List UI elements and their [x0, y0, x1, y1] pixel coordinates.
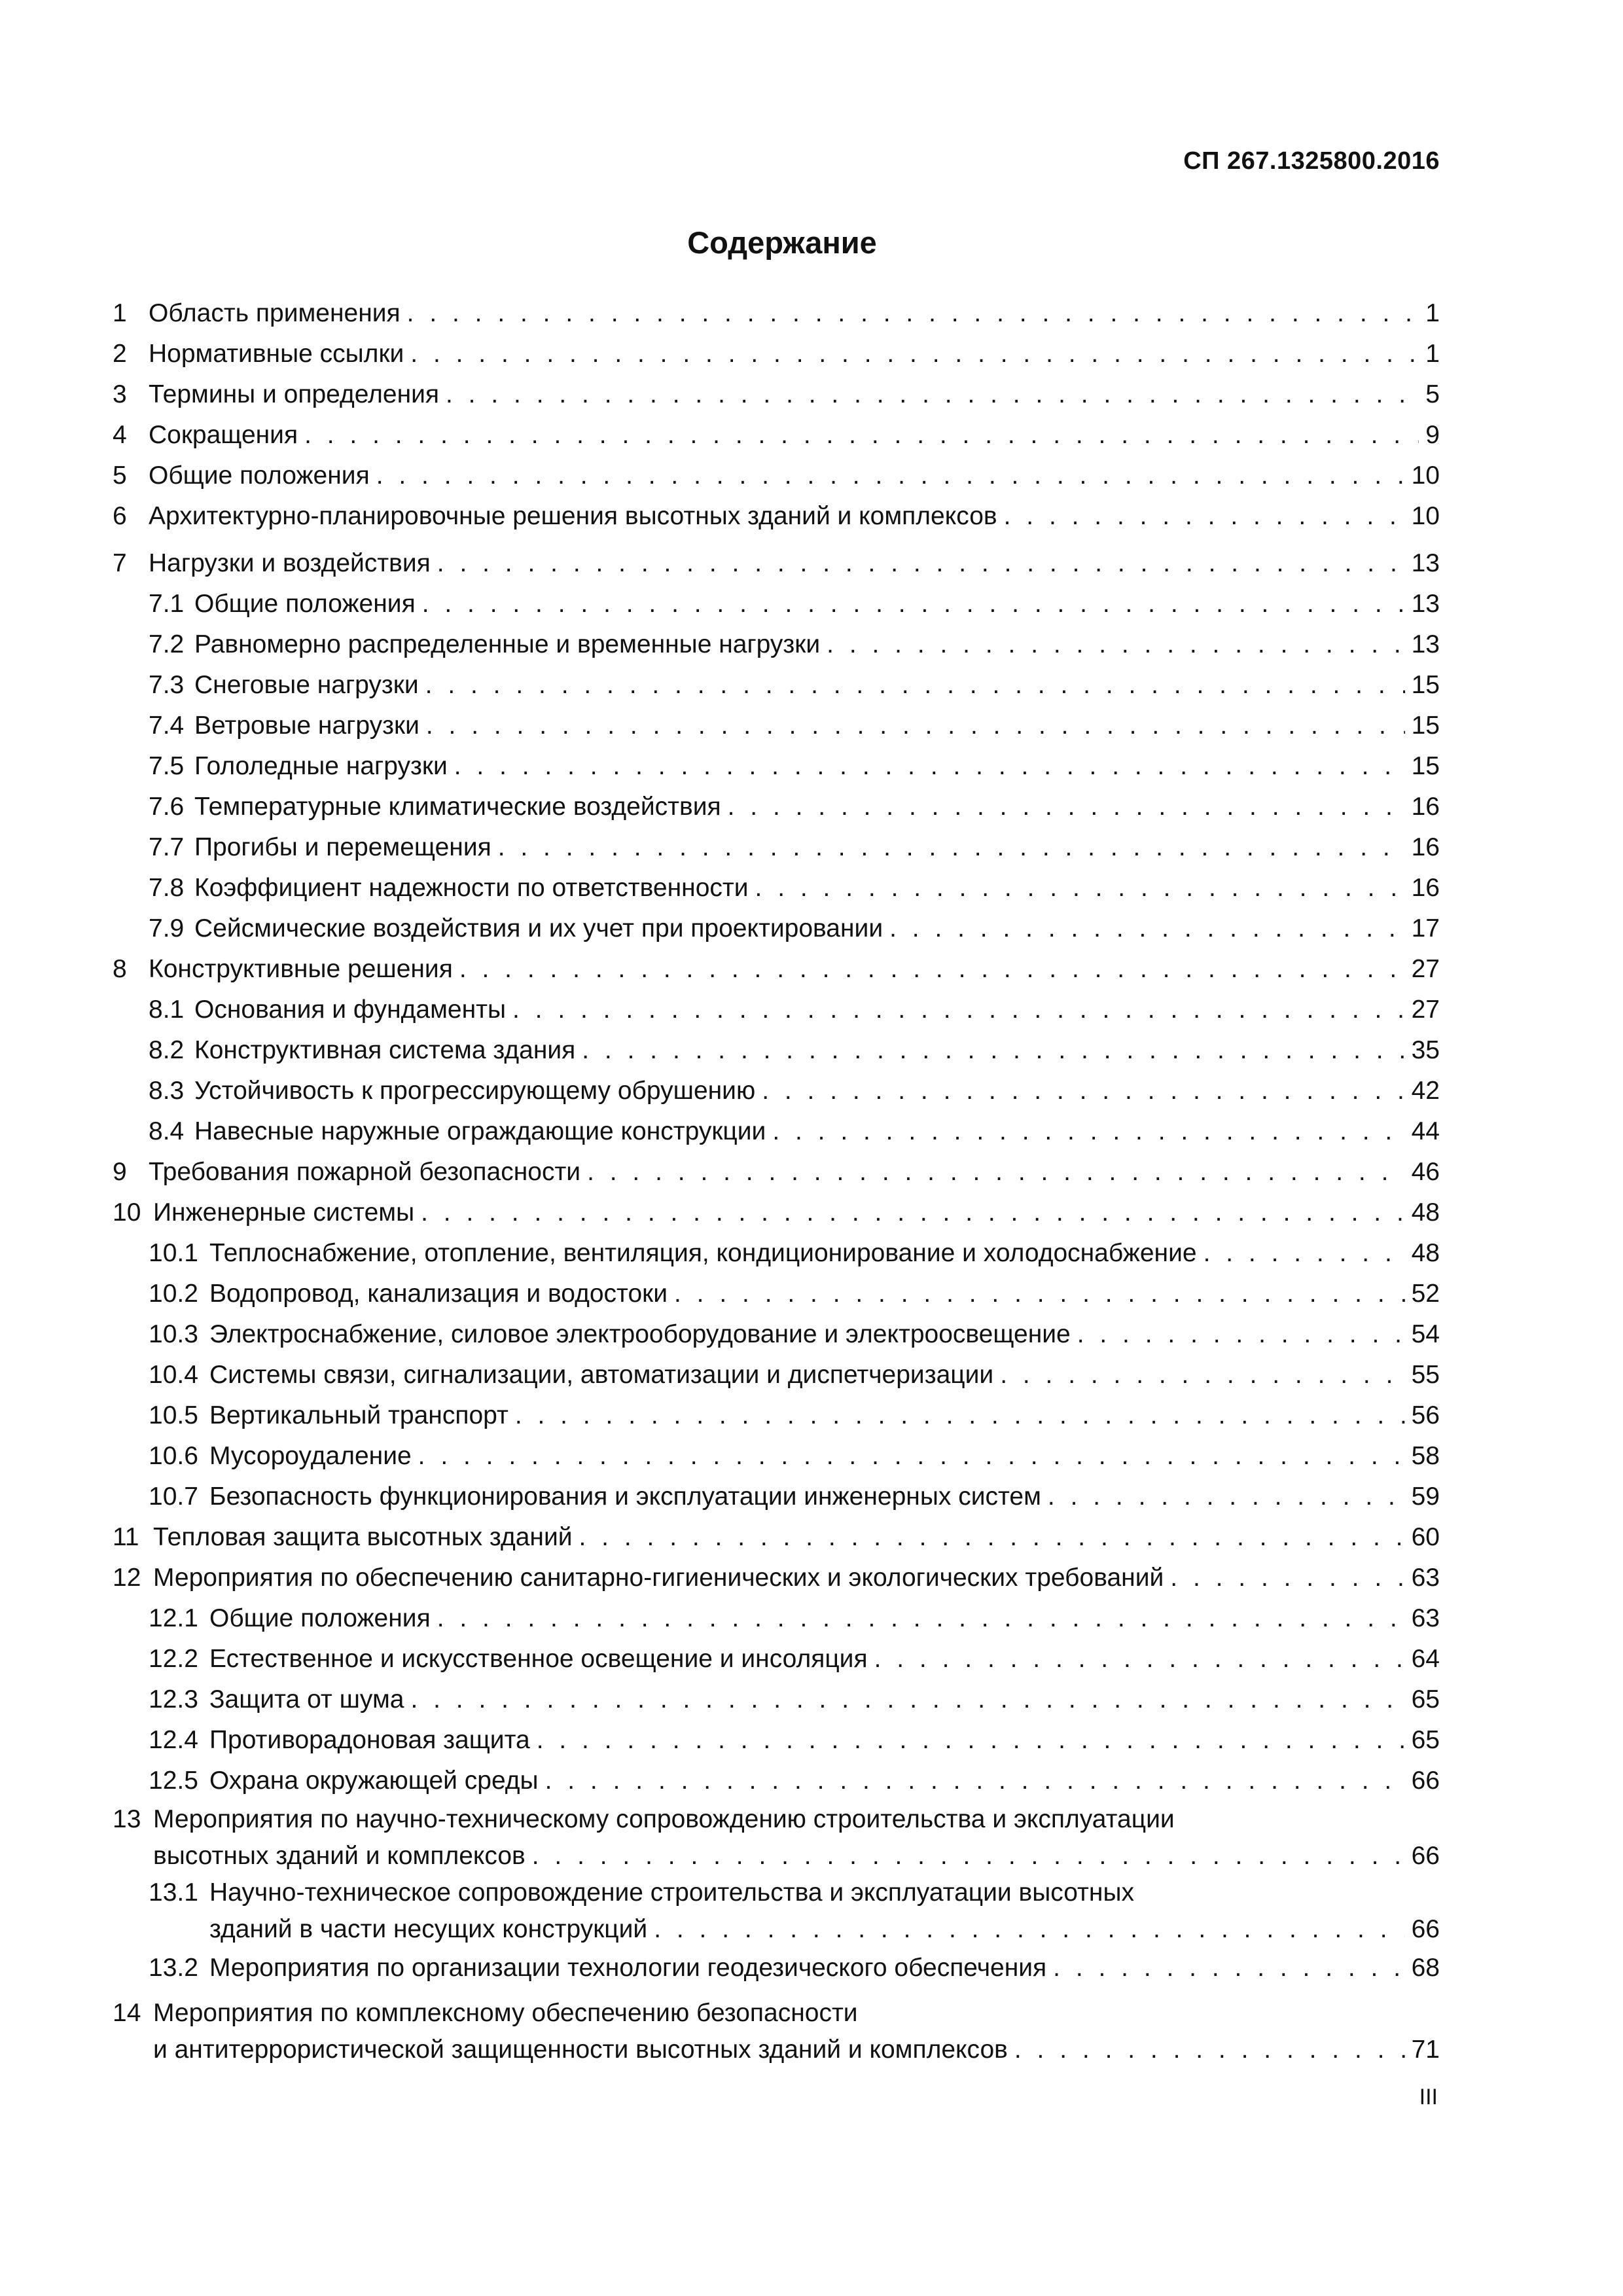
toc-entry-page: 58: [1411, 1442, 1440, 1470]
toc-entry[interactable]: [113, 293, 1440, 334]
toc-entry-title: Нормативные ссылки: [149, 340, 404, 368]
toc-entry-page: 68: [1411, 1954, 1440, 1982]
toc-entry-line: [149, 496, 1440, 537]
toc-entry-line: [209, 1761, 1440, 1801]
toc-entry-line: [194, 787, 1440, 827]
toc-entry-page: 66: [1411, 1767, 1440, 1795]
toc-entry-number: 9: [113, 1158, 127, 1186]
toc-entry-number: 7.8: [149, 874, 185, 902]
toc-entry-title: Естественное и искусственное освещение и инсоляция: [209, 1645, 868, 1673]
toc-entry-number: 13: [113, 1805, 141, 1833]
dot-leader: [425, 665, 1405, 706]
toc-entry-number: 12.4: [149, 1726, 198, 1754]
dot-leader: [454, 746, 1405, 787]
toc-entry-page: 59: [1411, 1482, 1440, 1511]
dot-leader: [537, 1720, 1405, 1761]
document-code: СП 267.1325800.2016: [1183, 147, 1440, 175]
toc-entry-number: 12.1: [149, 1604, 198, 1632]
toc-entry[interactable]: [113, 665, 1440, 706]
dot-leader: [1000, 1355, 1404, 1395]
toc-entry-line: [209, 1679, 1440, 1720]
dot-leader: [446, 374, 1419, 415]
toc-entry-line: [209, 1355, 1440, 1395]
toc-entry-title: Устойчивость к прогрессирующему обрушению: [194, 1077, 756, 1105]
toc-entry-title: Электроснабжение, силовое электрооборудование и электроосвещение: [209, 1320, 1071, 1348]
toc-entry-page: 48: [1411, 1239, 1440, 1267]
dot-leader: [587, 1152, 1405, 1193]
toc-entry[interactable]: [113, 1111, 1440, 1152]
toc-entry-title: Нагрузки и воздействия: [149, 549, 431, 577]
toc-entry-title: Вертикальный транспорт: [209, 1401, 508, 1429]
dot-leader: [762, 1071, 1404, 1111]
toc-entry-line: [194, 1030, 1440, 1071]
toc-entry-page: 71: [1411, 2036, 1440, 2064]
toc-entry-page: 65: [1411, 1726, 1440, 1754]
toc-entry-page: 9: [1425, 421, 1440, 449]
toc-entry-line: [209, 1436, 1440, 1477]
toc-entry-number: 8.3: [149, 1077, 185, 1105]
dot-leader: [407, 293, 1419, 334]
toc-entry-title-line1: Мероприятия по комплексному обеспечению безопасности: [153, 1999, 858, 2027]
toc-entry-line: [153, 2032, 1440, 2068]
dot-leader: [579, 1517, 1405, 1558]
toc-entry-number: 10: [113, 1198, 141, 1227]
toc-entry-title: Водопровод, канализация и водостоки: [209, 1280, 668, 1308]
toc-entry-line: [209, 1911, 1440, 1948]
toc-entry-line: [194, 746, 1440, 787]
toc-entry-page: 44: [1411, 1117, 1440, 1145]
toc-entry-title: Сокращения: [149, 421, 298, 449]
toc-entry-page: 66: [1411, 1842, 1440, 1870]
toc-entry[interactable]: [113, 1761, 1440, 1801]
toc-entry-page: 16: [1411, 833, 1440, 861]
toc-entry-title: Область применения: [149, 299, 401, 327]
toc-entry-page: 56: [1411, 1401, 1440, 1429]
toc-entry-number: 13.1: [149, 1878, 198, 1907]
toc-entry[interactable]: [113, 1193, 1440, 1233]
toc-entry-line: [149, 456, 1440, 496]
toc-entry-title: Охрана окружающей среды: [209, 1767, 539, 1795]
toc-entry-title: Инженерные системы: [153, 1198, 415, 1227]
toc-entry-page: 52: [1411, 1280, 1440, 1308]
toc-entry[interactable]: [113, 1477, 1440, 1517]
dot-leader: [728, 787, 1405, 827]
dot-leader: [421, 1193, 1405, 1233]
toc-entry-page: 15: [1411, 711, 1440, 740]
toc-entry-page: 10: [1411, 461, 1440, 490]
toc-entry-title: Температурные климатические воздействия: [194, 793, 721, 821]
toc-entry[interactable]: [113, 1720, 1440, 1761]
toc-entry[interactable]: [113, 1639, 1440, 1679]
toc-entry-page: 16: [1411, 874, 1440, 902]
toc-entry-title: Мероприятия по обеспечению санитарно-гигиенических и экологических требований: [153, 1564, 1164, 1592]
dot-leader: [1170, 1558, 1404, 1598]
dot-leader: [654, 1911, 1404, 1948]
toc-entry-page: 10: [1411, 502, 1440, 530]
dot-leader: [422, 584, 1405, 624]
dot-leader: [437, 543, 1405, 584]
toc-entry[interactable]: [113, 1355, 1440, 1395]
dot-leader: [827, 624, 1404, 665]
toc-entry[interactable]: [113, 990, 1440, 1030]
toc-entry-title: Тепловая защита высотных зданий: [153, 1523, 573, 1551]
dot-leader: [545, 1761, 1405, 1801]
toc-entry-number: 10.3: [149, 1320, 198, 1348]
toc-entry[interactable]: [113, 746, 1440, 787]
toc-entry[interactable]: [113, 1948, 1440, 1988]
toc-entry-title: Навесные наружные ограждающие конструкции: [194, 1117, 766, 1145]
toc-entry-title: Конструктивные решения: [149, 955, 453, 983]
toc-entry[interactable]: [113, 827, 1440, 868]
toc-entry-title-line1: Мероприятия по научно-техническому сопровождению строительства и эксплуатации: [153, 1805, 1175, 1833]
toc-entry-title: Теплоснабжение, отопление, вентиляция, кондиционирование и холодоснабжение: [209, 1239, 1197, 1267]
toc-entry-title: Мероприятия по организации технологии геодезического обеспечения: [209, 1954, 1047, 1982]
toc-entry-number: 7: [113, 549, 127, 577]
dot-leader: [1048, 1477, 1405, 1517]
toc-entry-title-line1: Научно-техническое сопровождение строительства и эксплуатации высотных: [209, 1878, 1134, 1907]
toc-entry-page: 35: [1411, 1036, 1440, 1064]
toc-entry-page: 13: [1411, 549, 1440, 577]
toc-entry[interactable]: [113, 1314, 1440, 1355]
toc-entry[interactable]: [113, 496, 1440, 537]
toc-entry[interactable]: [113, 1801, 1440, 1874]
page-title: Содержание: [687, 225, 877, 260]
toc-entry-line: [209, 1948, 1440, 1988]
toc-entry[interactable]: [113, 1598, 1440, 1639]
toc-entry-line: [149, 1152, 1440, 1193]
toc-entry-page: 63: [1411, 1604, 1440, 1632]
dot-leader: [532, 1838, 1405, 1874]
toc-entry-title: Прогибы и перемещения: [194, 833, 491, 861]
toc-entry-number: 10.7: [149, 1482, 198, 1511]
toc-entry[interactable]: [113, 706, 1440, 746]
toc-entry-number: 8.2: [149, 1036, 185, 1064]
toc-entry[interactable]: [113, 334, 1440, 374]
toc-entry-number: 7.3: [149, 671, 185, 699]
dot-leader: [755, 868, 1405, 908]
toc-entry[interactable]: [113, 787, 1440, 827]
toc-entry-page: 65: [1411, 1685, 1440, 1713]
dot-leader: [1053, 1948, 1404, 1988]
toc-entry-number: 8.1: [149, 996, 185, 1024]
toc-entry[interactable]: [113, 868, 1440, 908]
toc-entry-line: [153, 1193, 1440, 1233]
toc-entry-title: Основания и фундаменты: [194, 996, 506, 1024]
toc-entry[interactable]: [113, 1152, 1440, 1193]
toc-entry[interactable]: [113, 1679, 1440, 1720]
toc-entry-number: 7.2: [149, 630, 185, 658]
toc-entry-page: 1: [1425, 340, 1440, 368]
dot-leader: [1204, 1233, 1405, 1274]
toc-entry-number: 7.9: [149, 914, 185, 942]
toc-entry-line: [194, 1071, 1440, 1111]
toc-entry[interactable]: [113, 1517, 1440, 1558]
toc-entry-line: [194, 584, 1440, 624]
toc-entry[interactable]: [113, 1395, 1440, 1436]
toc-entry-line: [209, 1395, 1440, 1436]
toc-entry-line: [194, 1111, 1440, 1152]
toc-entry[interactable]: [113, 456, 1440, 496]
dot-leader: [376, 456, 1405, 496]
toc-entry-line: [209, 1274, 1440, 1314]
toc-entry-title: Термины и определения: [149, 380, 440, 408]
toc-entry-line: [149, 415, 1440, 456]
toc-entry-line: [194, 706, 1440, 746]
toc-entry-number: 7.1: [149, 590, 185, 618]
dot-leader: [512, 990, 1405, 1030]
toc-entry-line: [153, 1838, 1440, 1874]
dot-leader: [674, 1274, 1405, 1314]
toc-entry-page: 17: [1411, 914, 1440, 942]
dot-leader: [1004, 496, 1405, 537]
toc-entry-page: 64: [1411, 1645, 1440, 1673]
dot-leader: [889, 908, 1405, 949]
toc-entry-title: Общие положения: [194, 590, 416, 618]
page-number: III: [1419, 2085, 1438, 2109]
toc-entry[interactable]: [113, 584, 1440, 624]
toc-entry-number: 7.4: [149, 711, 185, 740]
toc-entry-title: Общие положения: [209, 1604, 431, 1632]
toc-entry[interactable]: [113, 1995, 1440, 2068]
dot-leader: [410, 1679, 1404, 1720]
toc-entry-line: [209, 1639, 1440, 1679]
toc-entry-number: 10.6: [149, 1442, 198, 1470]
dot-leader: [582, 1030, 1404, 1071]
toc-entry-line: [149, 543, 1440, 584]
toc-entry-line: [209, 1720, 1440, 1761]
toc-entry-line: [209, 1477, 1440, 1517]
toc-entry-line: [194, 908, 1440, 949]
toc-entry-title: Сейсмические воздействия и их учет при проектировании: [194, 914, 883, 942]
toc-entry-page: 13: [1411, 590, 1440, 618]
toc-entry-title: Требования пожарной безопасности: [149, 1158, 581, 1186]
toc-entry-title: Архитектурно-планировочные решения высотных зданий и комплексов: [149, 502, 997, 530]
toc-entry[interactable]: [113, 908, 1440, 949]
toc-entry-line: [149, 949, 1440, 990]
toc-entry-page: 27: [1411, 955, 1440, 983]
toc-entry-page: 48: [1411, 1198, 1440, 1227]
toc-entry-title: Системы связи, сигнализации, автоматизации и диспетчеризации: [209, 1361, 994, 1389]
toc-entry-page: 16: [1411, 793, 1440, 821]
toc-entry[interactable]: [113, 543, 1440, 584]
toc-entry-page: 54: [1411, 1320, 1440, 1348]
toc-entry-title: зданий в части несущих конструкций: [209, 1915, 648, 1943]
toc-entry-line: [153, 1517, 1440, 1558]
toc-entry-title: Общие положения: [149, 461, 370, 490]
toc-entry[interactable]: [113, 415, 1440, 456]
toc-entry-number: 7.5: [149, 752, 185, 780]
toc-entry-line: [153, 1558, 1440, 1598]
toc-entry-number: 6: [113, 502, 127, 530]
toc-entry[interactable]: [113, 949, 1440, 990]
toc-entry-number: 7.7: [149, 833, 185, 861]
toc-entry-number: 10.1: [149, 1239, 198, 1267]
dot-leader: [874, 1639, 1405, 1679]
toc-entry-title: и антитеррористической защищенности высотных зданий и комплексов: [153, 2036, 1008, 2064]
toc-entry-title: Гололедные нагрузки: [194, 752, 448, 780]
toc-entry-number: 12.2: [149, 1645, 198, 1673]
dot-leader: [515, 1395, 1405, 1436]
toc-entry-line: [149, 293, 1440, 334]
dot-leader: [498, 827, 1405, 868]
toc-entry-title: Коэффициент надежности по ответственности: [194, 874, 749, 902]
toc-entry-title: Равномерно распределенные и временные нагрузки: [194, 630, 821, 658]
toc-entry[interactable]: [113, 1274, 1440, 1314]
dot-leader: [426, 706, 1405, 746]
toc-entry-number: 12.5: [149, 1767, 198, 1795]
toc-entry-line: [149, 374, 1440, 415]
toc-entry-page: 55: [1411, 1361, 1440, 1389]
toc-entry[interactable]: [113, 374, 1440, 415]
toc-entry-line: [194, 665, 1440, 706]
toc-entry-number: 2: [113, 340, 127, 368]
toc-entry-page: 15: [1411, 671, 1440, 699]
toc-entry-page: 27: [1411, 996, 1440, 1024]
toc-entry-number: 12: [113, 1564, 141, 1592]
toc-entry-line: [194, 868, 1440, 908]
toc-entry-line: [209, 1233, 1440, 1274]
toc-entry-number: 8.4: [149, 1117, 185, 1145]
toc-entry-title: Мусороудаление: [209, 1442, 412, 1470]
toc-entry[interactable]: [113, 1071, 1440, 1111]
toc-entry-number: 13.2: [149, 1954, 198, 1982]
toc-entry-line: [194, 827, 1440, 868]
toc-entry-page: 13: [1411, 630, 1440, 658]
toc-entry-line: [194, 990, 1440, 1030]
toc-entry[interactable]: [113, 1233, 1440, 1274]
dot-leader: [459, 949, 1405, 990]
toc-entry-title: Безопасность функционирования и эксплуатации инженерных систем: [209, 1482, 1041, 1511]
toc-entry[interactable]: [113, 624, 1440, 665]
toc-entry-title: Ветровые нагрузки: [194, 711, 419, 740]
toc-entry-title: высотных зданий и комплексов: [153, 1842, 526, 1870]
toc-entry[interactable]: [113, 1558, 1440, 1598]
toc-entry-page: 66: [1411, 1915, 1440, 1943]
toc-entry-title: Снеговые нагрузки: [194, 671, 419, 699]
toc-entry-line: [149, 334, 1440, 374]
dot-leader: [772, 1111, 1404, 1152]
toc-entry-number: 14: [113, 1999, 141, 2027]
toc-entry[interactable]: [113, 1030, 1440, 1071]
toc-entry-number: 7.6: [149, 793, 185, 821]
toc-entry-number: 12.3: [149, 1685, 198, 1713]
toc-entry-page: 63: [1411, 1564, 1440, 1592]
dot-leader: [1077, 1314, 1405, 1355]
table-of-contents: [113, 293, 1440, 2068]
toc-entry-title: Конструктивная система здания: [194, 1036, 576, 1064]
dot-leader: [410, 334, 1419, 374]
toc-entry-page: 15: [1411, 752, 1440, 780]
toc-entry-number: 10.2: [149, 1280, 198, 1308]
toc-entry-number: 10.5: [149, 1401, 198, 1429]
toc-entry-number: 4: [113, 421, 127, 449]
toc-entry-number: 10.4: [149, 1361, 198, 1389]
toc-entry-line: [194, 624, 1440, 665]
toc-entry-title: Противорадоновая защита: [209, 1726, 530, 1754]
toc-entry-page: 60: [1411, 1523, 1440, 1551]
toc-entry-page: 46: [1411, 1158, 1440, 1186]
toc-entry-line: [209, 1314, 1440, 1355]
dot-leader: [437, 1598, 1405, 1639]
toc-entry-number: 8: [113, 955, 127, 983]
toc-entry-number: 1: [113, 299, 127, 327]
toc-entry-page: 1: [1425, 299, 1440, 327]
toc-entry-line: [209, 1598, 1440, 1639]
dot-leader: [1014, 2032, 1405, 2068]
toc-entry-title: Защита от шума: [209, 1685, 404, 1713]
toc-entry[interactable]: [113, 1874, 1440, 1948]
dot-leader: [304, 415, 1419, 456]
toc-entry-page: 5: [1425, 380, 1440, 408]
toc-entry-number: 11: [113, 1523, 139, 1551]
toc-entry-number: 3: [113, 380, 127, 408]
dot-leader: [418, 1436, 1405, 1477]
toc-entry-number: 5: [113, 461, 127, 490]
toc-entry-page: 42: [1411, 1077, 1440, 1105]
toc-entry[interactable]: [113, 1436, 1440, 1477]
